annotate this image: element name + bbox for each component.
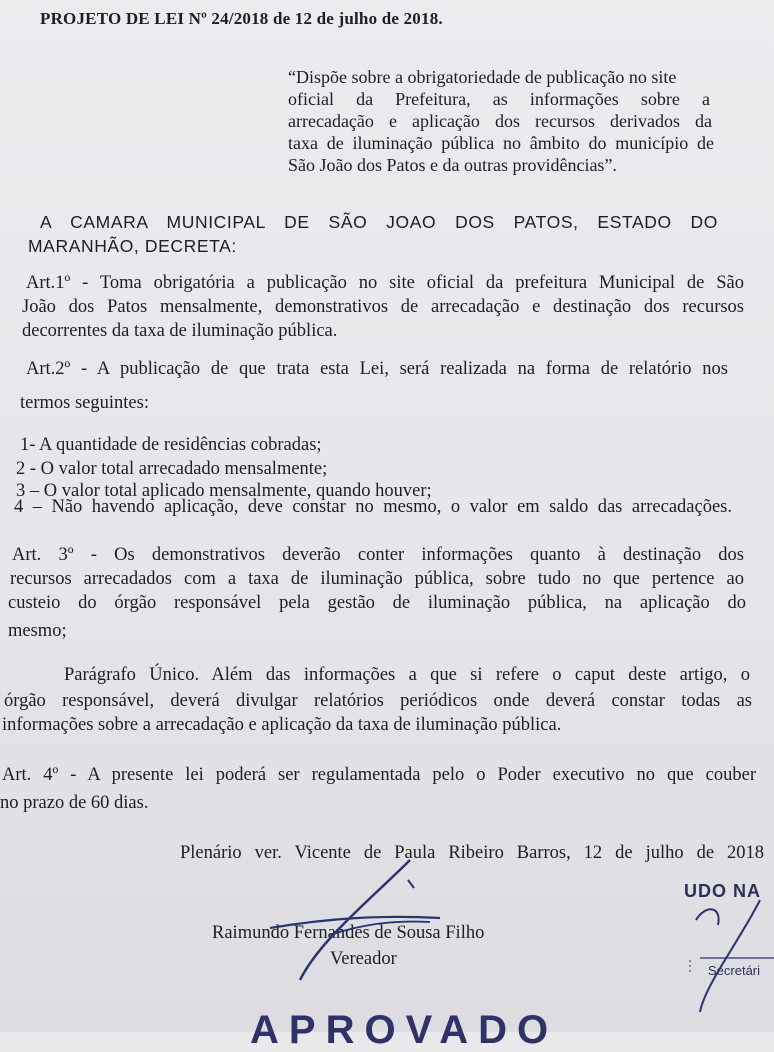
ementa-line: São João dos Patos e da outras providências”. [288,155,617,175]
signatory-role: Vereador [330,949,397,969]
article-line: Art.2º - A publicação de que trata esta Lei, será realizada na forma de relatório nos [26,359,728,379]
article-line: Art. 4º - A presente lei poderá ser regulamentada pelo o Poder executivo no que couber [2,765,756,785]
paragraph-line: órgão responsável, deverá divulgar relatórios periódicos onde deverá constar todas as [4,691,752,711]
list-item: 4 – Não havendo aplicação, deve constar no mesmo, o valor em saldo das arrecadações. [14,497,732,517]
article-line: termos seguintes: [20,393,149,413]
paragraph-line: Parágrafo Único. Além das informações a que si refere o caput deste artigo, o [64,665,750,685]
stamp-text: UDO NA [684,881,761,901]
article-line: mesmo; [8,621,67,641]
list-item: 1- A quantidade de residências cobradas; [20,435,322,455]
article-line: recursos arrecadados com a taxa de iluminação pública, sobre tudo no que pertence ao [10,569,744,589]
article-line: Art.1º - Toma obrigatória a publicação no site oficial da prefeitura Municipal de São [26,273,744,293]
paragraph-line: informações sobre a arrecadação e aplicação da taxa de iluminação pública. [2,715,562,735]
article-line: Art. 3º - Os demonstrativos deverão conter informações quanto à destinação dos [12,545,744,565]
preamble-line: A CAMARA MUNICIPAL DE SÃO JOAO DOS PATOS, ESTADO DO [40,212,718,232]
preamble-line: MARANHÃO, DECRETA: [28,236,237,256]
ementa-line: oficial da Prefeitura, as informações sobre a [288,89,710,109]
bill-header: PROJETO DE LEI Nº 24/2018 de 12 de julho de 2018. [40,9,443,28]
place-and-date: Plenário ver. Vicente de Paula Ribeiro Barros, 12 de julho de 2018 [180,843,764,863]
stamp-approved: APROVADO [250,1008,559,1052]
article-line: custeio do órgão responsável pela gestão de iluminação pública, na aplicação do [8,593,746,613]
list-item: 2 - O valor total arrecadado mensalmente; [16,459,328,479]
article-line: no prazo de 60 dias. [0,793,149,813]
list-item: 3 – O valor total aplicado mensalmente, quando houver; [16,481,432,501]
article-line: João dos Patos mensalmente, demonstrativos de arrecadação e destinação dos recursos [22,297,744,317]
signatory-name: Raimundo Fernandes de Sousa Filho [212,923,485,943]
article-line: decorrentes da taxa de iluminação pública. [22,321,338,341]
ementa-line: taxa de iluminação pública no âmbito do município de [288,133,714,153]
ementa-line: arrecadação e aplicação dos recursos derivados da [288,111,712,131]
ementa-line: “Dispõe sobre a obrigatoriedade de publicação no site [288,67,677,87]
stamp-secretary: Secretári [708,963,761,978]
